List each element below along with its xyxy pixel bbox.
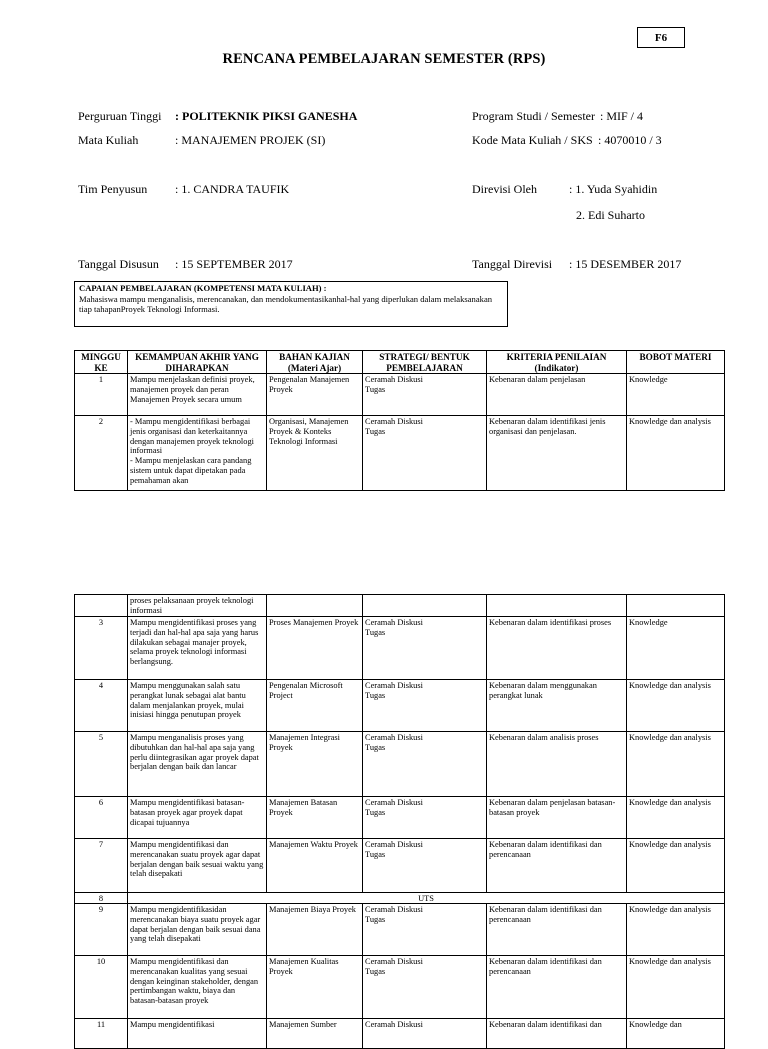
cell-minggu: 6 bbox=[75, 797, 128, 839]
cell-bobot: Knowledge bbox=[627, 374, 725, 416]
cell-strategi: Ceramah Diskusi Tugas bbox=[363, 839, 487, 893]
form-code-box: F6 bbox=[637, 27, 685, 48]
cell-kemampuan: Mampu mengidentifikasi proses yang terjadi dan hal-hal apa saja yang harus dilakukan sebagai manajer proyek, selama proyek teknologi informasi berlangsung. bbox=[128, 617, 267, 680]
header-minggu: MINGGU KE bbox=[75, 351, 128, 374]
header-bahan: BAHAN KAJIAN (Materi Ajar) bbox=[267, 351, 363, 374]
cell-kemampuan: Mampu menjelaskan definisi proyek, manajemen proyek dan peran Manajemen Proyek secara umum bbox=[128, 374, 267, 416]
perguruan-label: Perguruan Tinggi bbox=[78, 109, 162, 123]
cell-kemampuan: Mampu mengidentifikasi dan merencanakan kualitas yang sesuai dengan keinginan stakeholder, dengan pertimbangan waktu, biaya dan batasan-batasan proyek bbox=[128, 956, 267, 1019]
cell-kriteria: Kebenaran dalam identifikasi dan perencanaan bbox=[487, 839, 627, 893]
cell-bobot: Knowledge dan analysis bbox=[627, 416, 725, 491]
cell-minggu: 10 bbox=[75, 956, 128, 1019]
cell-bobot: Knowledge dan analysis bbox=[627, 904, 725, 956]
cell-kriteria: Kebenaran dalam analisis proses bbox=[487, 732, 627, 797]
cell-kemampuan: Mampu mengidentifikasi dan merencanakan suatu proyek agar dapat berjalan dengan baik sesuai waktu yang telah disepakati bbox=[128, 839, 267, 893]
cell-bahan: Manajemen Kualitas Proyek bbox=[267, 956, 363, 1019]
cell-minggu: 11 bbox=[75, 1019, 128, 1049]
table-row bbox=[75, 1019, 725, 1049]
table-row-uts bbox=[75, 893, 725, 904]
cell-strategi: Ceramah Diskusi Tugas bbox=[363, 904, 487, 956]
table-row bbox=[75, 374, 725, 416]
capaian-box bbox=[74, 281, 508, 327]
direvisi-value-2: 2. Edi Suharto bbox=[576, 208, 645, 222]
rps-table-part-1 bbox=[74, 350, 725, 491]
tim-value: : 1. CANDRA TAUFIK bbox=[175, 182, 290, 196]
table-row bbox=[75, 732, 725, 797]
cell-bahan: Organisasi, Manajemen Proyek & Konteks Teknologi Informasi bbox=[267, 416, 363, 491]
cell-bahan: Pengenalan Manajemen Proyek bbox=[267, 374, 363, 416]
cell-kriteria bbox=[487, 595, 627, 617]
cell-kemampuan: Mampu menggunakan salah satu perangkat lunak sebagai alat bantu dalam menjalankan proyek, mulai inisiasi hingga penutupan proyek bbox=[128, 680, 267, 732]
rps-table-part-2 bbox=[74, 594, 725, 1049]
cell-minggu: 1 bbox=[75, 374, 128, 416]
table-row bbox=[75, 416, 725, 491]
cell-kemampuan: Mampu mengidentifikasi batasan-batasan proyek agar proyek dapat dicapai tujuannya bbox=[128, 797, 267, 839]
cell-bahan: Proses Manajemen Proyek bbox=[267, 617, 363, 680]
table-row bbox=[75, 904, 725, 956]
document-title: RENCANA PEMBELAJARAN SEMESTER (RPS) bbox=[222, 51, 546, 67]
header-strategi: STRATEGI/ BENTUK PEMBELAJARAN bbox=[363, 351, 487, 374]
cell-kemampuan: Mampu mengidentifikasi bbox=[128, 1019, 267, 1049]
cell-bobot bbox=[627, 595, 725, 617]
cell-minggu: 9 bbox=[75, 904, 128, 956]
prodi-label: Program Studi / Semester bbox=[472, 109, 595, 123]
cell-bahan bbox=[267, 595, 363, 617]
cell-kriteria: Kebenaran dalam identifikasi proses bbox=[487, 617, 627, 680]
cell-kriteria: Kebenaran dalam identifikasi dan perencanaan bbox=[487, 904, 627, 956]
cell-bahan: Manajemen Integrasi Proyek bbox=[267, 732, 363, 797]
cell-strategi: Ceramah Diskusi bbox=[363, 1019, 487, 1049]
matkul-value: : MANAJEMEN PROJEK (SI) bbox=[175, 133, 326, 147]
cell-bobot: Knowledge dan bbox=[627, 1019, 725, 1049]
cell-minggu: 4 bbox=[75, 680, 128, 732]
tgl-revisi-label: Tanggal Direvisi bbox=[472, 257, 553, 271]
cell-minggu: 2 bbox=[75, 416, 128, 491]
cell-bobot: Knowledge dan analysis bbox=[627, 839, 725, 893]
cell-kriteria: Kebenaran dalam identifikasi dan bbox=[487, 1019, 627, 1049]
cell-kriteria: Kebenaran dalam menggunakan perangkat lunak bbox=[487, 680, 627, 732]
cell-minggu: 8 bbox=[75, 893, 128, 904]
cell-bobot: Knowledge dan analysis bbox=[627, 956, 725, 1019]
cell-kemampuan: proses pelaksanaan proyek teknologi informasi bbox=[128, 595, 267, 617]
table-header-row bbox=[75, 351, 725, 374]
table-row bbox=[75, 680, 725, 732]
cell-bobot: Knowledge dan analysis bbox=[627, 732, 725, 797]
cell-bahan: Manajemen Sumber bbox=[267, 1019, 363, 1049]
cell-bobot: Knowledge dan analysis bbox=[627, 680, 725, 732]
kode-value: : 4070010 / 3 bbox=[598, 133, 662, 147]
cell-strategi: Ceramah Diskusi Tugas bbox=[363, 416, 487, 491]
cell-minggu: 3 bbox=[75, 617, 128, 680]
tim-label: Tim Penyusun bbox=[78, 182, 148, 196]
tgl-susun-label: Tanggal Disusun bbox=[78, 257, 159, 271]
header-kriteria: KRITERIA PENILAIAN (Indikator) bbox=[487, 351, 627, 374]
table-row bbox=[75, 839, 725, 893]
direvisi-label: Direvisi Oleh bbox=[472, 182, 537, 196]
cell-bobot: Knowledge dan analysis bbox=[627, 797, 725, 839]
cell-bahan: Manajemen Waktu Proyek bbox=[267, 839, 363, 893]
matkul-label: Mata Kuliah bbox=[78, 133, 139, 147]
kode-label: Kode Mata Kuliah / SKS bbox=[472, 133, 593, 147]
tgl-susun-value: : 15 SEPTEMBER 2017 bbox=[175, 257, 293, 271]
table-row bbox=[75, 595, 725, 617]
cell-minggu: 5 bbox=[75, 732, 128, 797]
table-row bbox=[75, 956, 725, 1019]
cell-minggu bbox=[75, 595, 128, 617]
cell-strategi: Ceramah Diskusi Tugas bbox=[363, 797, 487, 839]
cell-kriteria: Kebenaran dalam penjelasan bbox=[487, 374, 627, 416]
cell-bobot: Knowledge bbox=[627, 617, 725, 680]
direvisi-value-1: : 1. Yuda Syahidin bbox=[569, 182, 658, 196]
table-row bbox=[75, 617, 725, 680]
cell-strategi: Ceramah Diskusi Tugas bbox=[363, 617, 487, 680]
cell-kriteria: Kebenaran dalam identifikasi jenis organisasi dan penjelasan. bbox=[487, 416, 627, 491]
cell-kemampuan: Mampu mengidentifikasidan merencanakan biaya suatu proyek agar dapat berjalan dengan baik sesuai dana yang telah disepakati bbox=[128, 904, 267, 956]
cell-strategi: Ceramah Diskusi Tugas bbox=[363, 374, 487, 416]
perguruan-value: : POLITEKNIK PIKSI GANESHA bbox=[175, 109, 358, 123]
cell-bahan: Manajemen Biaya Proyek bbox=[267, 904, 363, 956]
cell-strategi: Ceramah Diskusi Tugas bbox=[363, 732, 487, 797]
prodi-value: : MIF / 4 bbox=[600, 109, 644, 123]
header-kemampuan: KEMAMPUAN AKHIR YANG DIHARAPKAN bbox=[128, 351, 267, 374]
table-row bbox=[75, 797, 725, 839]
capaian-text: Mahasiswa mampu menganalisis, merencanakan, dan mendokumentasikanhal-hal yang diperlukan dalam melaksanakan tiap tahapanProyek Teknologi Informasi. bbox=[79, 293, 493, 314]
cell-kriteria: Kebenaran dalam identifikasi dan perencanaan bbox=[487, 956, 627, 1019]
header-bobot: BOBOT MATERI bbox=[627, 351, 725, 374]
cell-kemampuan: Mampu menganalisis proses yang dibutuhkan dan hal-hal apa saja yang perlu diintegrasikan agar proyek dapat berjalan dengan baik dan lancar bbox=[128, 732, 267, 797]
cell-strategi: Ceramah Diskusi Tugas bbox=[363, 680, 487, 732]
capaian-title: CAPAIAN PEMBELAJARAN (KOMPETENSI MATA KULIAH) : bbox=[79, 283, 327, 293]
cell-bahan: Manajemen Batasan Proyek bbox=[267, 797, 363, 839]
cell-bahan: Pengenalan Microsoft Project bbox=[267, 680, 363, 732]
cell-uts: UTS bbox=[128, 893, 725, 904]
cell-kemampuan: - Mampu mengidentifikasi berbagai jenis organisasi dan keterkaitannya dengan manajemen proyek teknologi informasi - Mampu menjelaskan cara pandang sistem untuk dapat dipetakan pada pemahaman akan bbox=[128, 416, 267, 491]
cell-strategi bbox=[363, 595, 487, 617]
cell-kriteria: Kebenaran dalam penjelasan batasan-batasan proyek bbox=[487, 797, 627, 839]
cell-strategi: Ceramah Diskusi Tugas bbox=[363, 956, 487, 1019]
cell-minggu: 7 bbox=[75, 839, 128, 893]
tgl-revisi-value: : 15 DESEMBER 2017 bbox=[569, 257, 682, 271]
